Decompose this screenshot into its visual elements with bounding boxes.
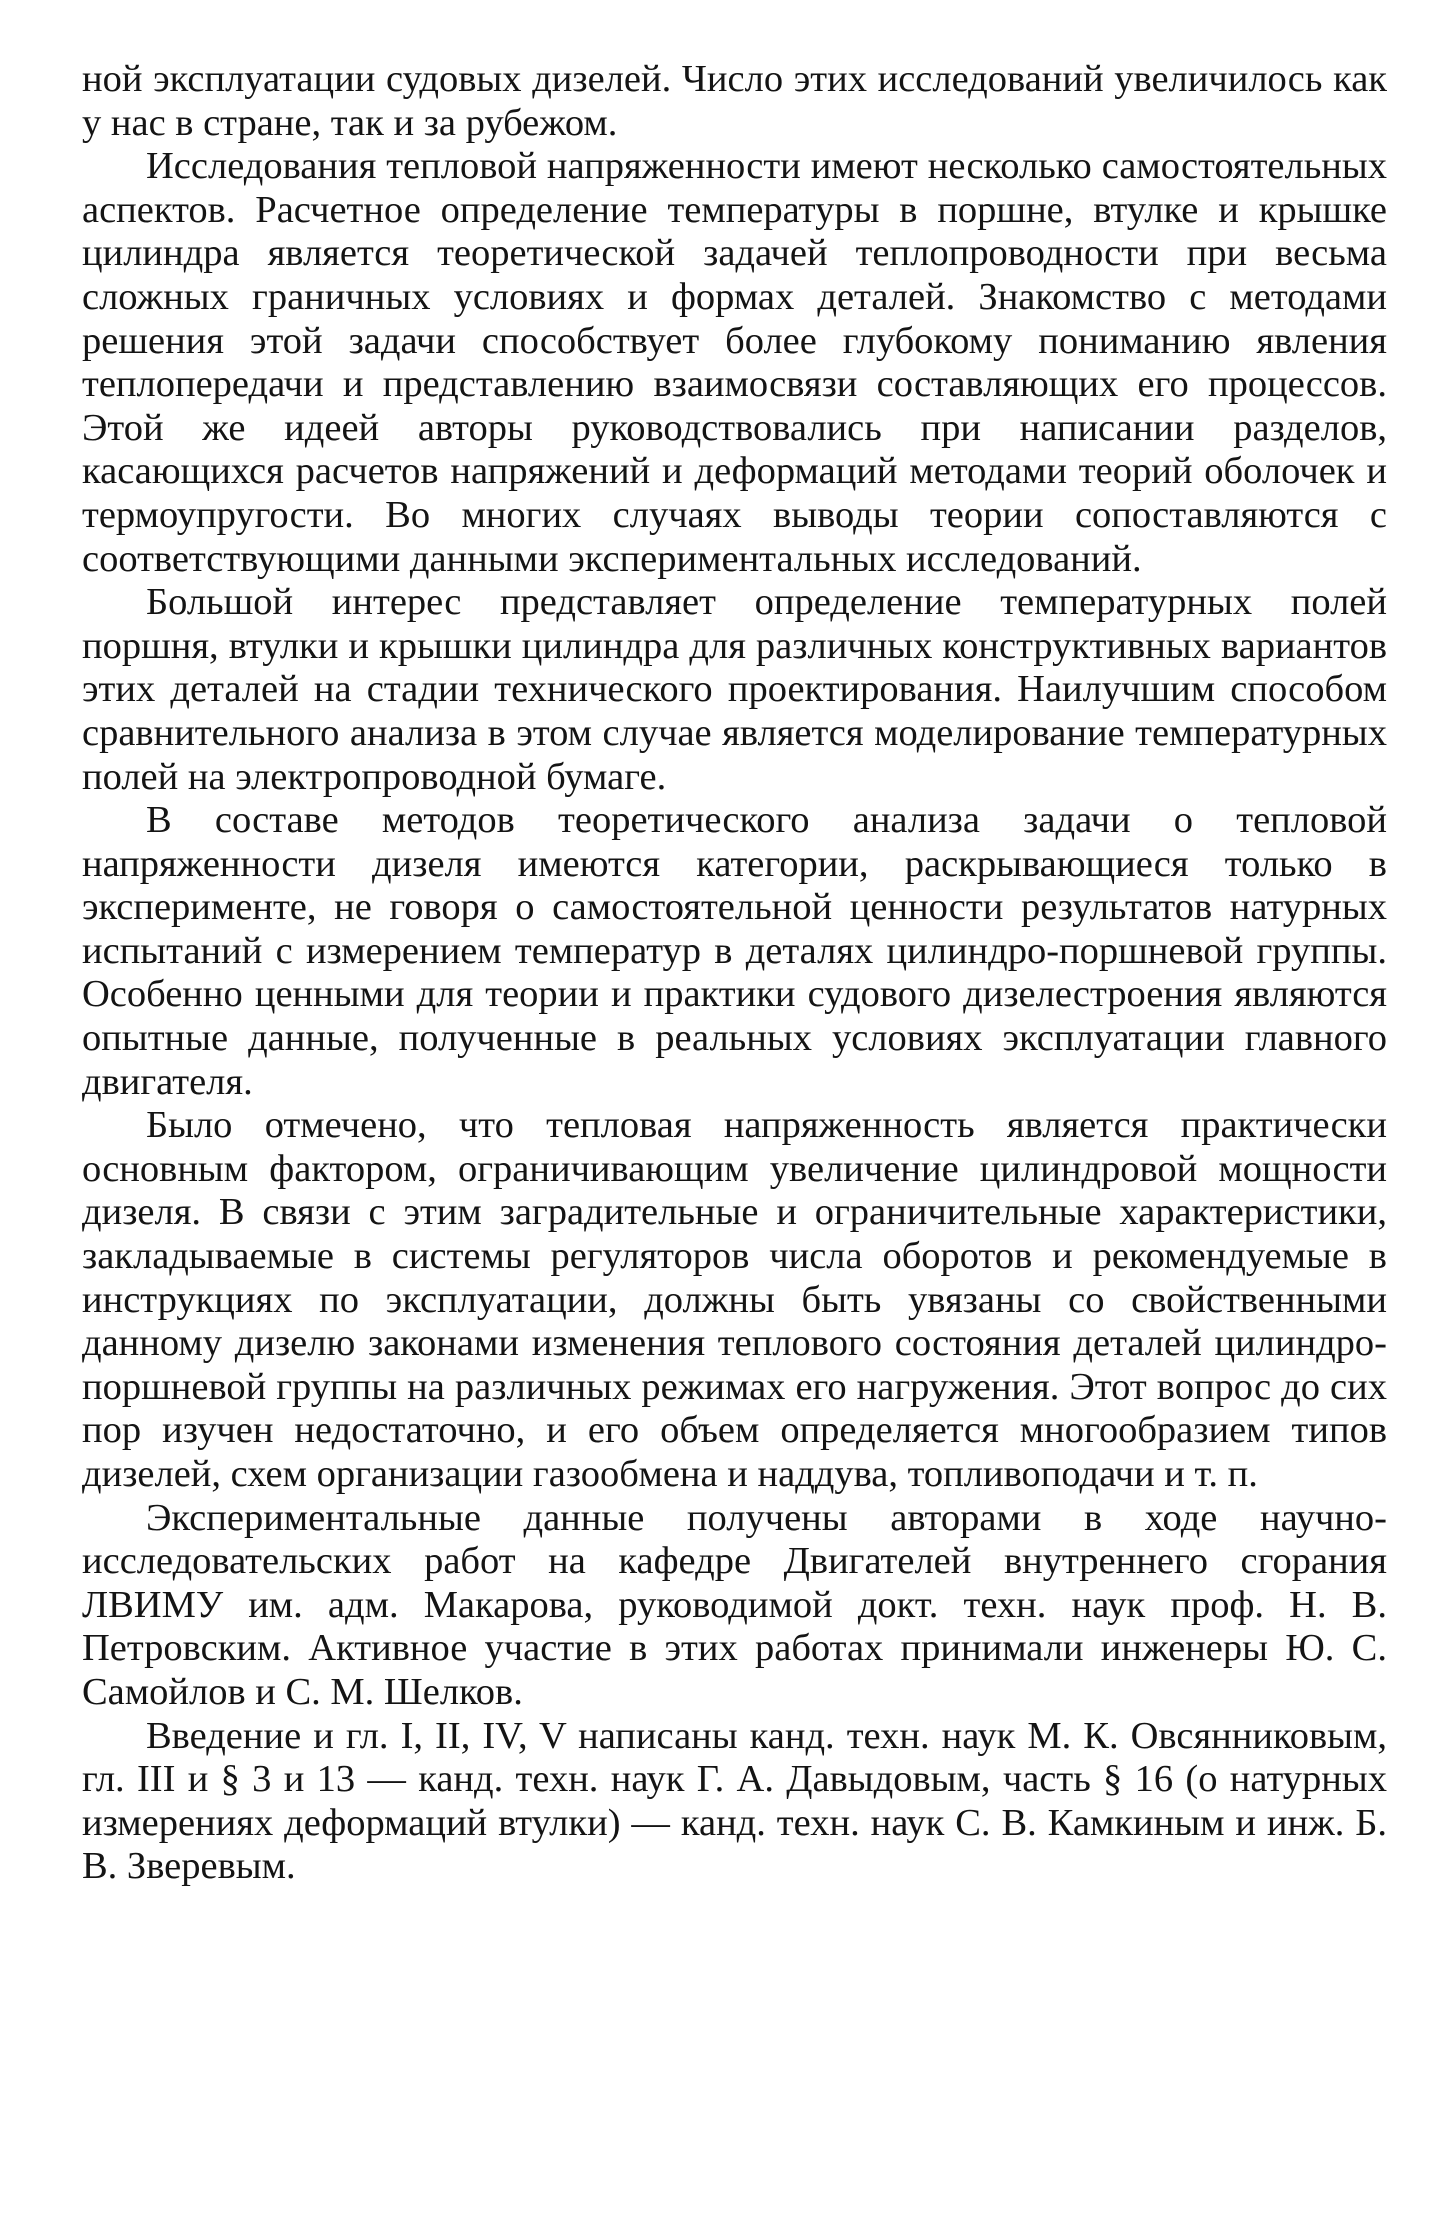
- page-body: [82, 58, 1387, 1889]
- paragraph-experimental-data: Экспериментальные данные получены авторами в ходе научно-исследовательских работ на кафедре Двигателей внутреннего сгорания ЛВИМУ им. адм. Макарова, руководимой докт. техн. наук проф. Н. В. Петровским. Активное участие в этих работах принимали инженеры Ю. С. Самойлов и С. М. Шелков.: [82, 1496, 1387, 1713]
- paragraph-temperature-fields: Большой интерес представляет определение температурных полей поршня, втулки и крышки цилиндра для различных конструктивных вариантов этих деталей на стадии технического проектирования. Наилучшим способом сравнительного анализа в этом случае является моделирование температурных полей на электропроводной бумаге.: [82, 581, 1387, 798]
- paragraph-thermal-stress-aspects: Исследования тепловой напряженности имеют несколько самостоятельных аспектов. Расчетное определение температуры в поршне, втулке и крышке цилиндра является теоретической задачей теплопроводности при весьма сложных граничных условиях и формах деталей. Знакомство с методами решения этой задачи способствует более глубокому пониманию явления теплопередачи и представлению взаимосвязи составляющих его процессов. Этой же идеей авторы руководствовались при написании разделов, касающихся расчетов напряжений и деформаций методами теорий оболочек и термоупругости. Во многих случаях выводы теории сопоставляются с соответствующими данными экспериментальных исследований.: [82, 145, 1387, 580]
- paragraph-thermal-limits: Было отмечено, что тепловая напряженность является практически основным фактором, ограничивающим увеличение цилиндровой мощности дизеля. В связи с этим заградительные и ограничительные характеристики, закладываемые в системы регуляторов числа оборотов и рекомендуемые в инструкциях по эксплуатации, должны быть увязаны со свойственными данному дизелю законами изменения теплового состояния деталей цилиндропоршневой группы на различных режимах его нагружения. Этот вопрос до сих пор изучен недостаточно, и его объем определяется многообразием типов дизелей, схем организации газообмена и наддува, топливоподачи и т. п.: [82, 1104, 1387, 1495]
- paragraph-authorship: Введение и гл. I, II, IV, V написаны канд. техн. наук М. К. Овсянниковым, гл. III и § 3 и 13 — канд. техн. наук Г. А. Давыдовым, часть § 16 (о натурных измерениях деформаций втулки) — канд. техн. наук С. В. Камкиным и инж. Б. В. Зверевым.: [82, 1714, 1387, 1888]
- paragraph-continuation: ной эксплуатации судовых дизелей. Число этих исследований увеличилось как у нас в стране, так и за рубежом.: [82, 58, 1387, 144]
- paragraph-theoretical-methods: В составе методов теоретического анализа задачи о тепловой напряженности дизеля имеются категории, раскрывающиеся только в эксперименте, не говоря о самостоятельной ценности результатов натурных испытаний с измерением температур в деталях цилиндро-поршневой группы. Особенно ценными для теории и практики судового дизелестроения являются опытные данные, полученные в реальных условиях эксплуатации главного двигателя.: [82, 799, 1387, 1103]
